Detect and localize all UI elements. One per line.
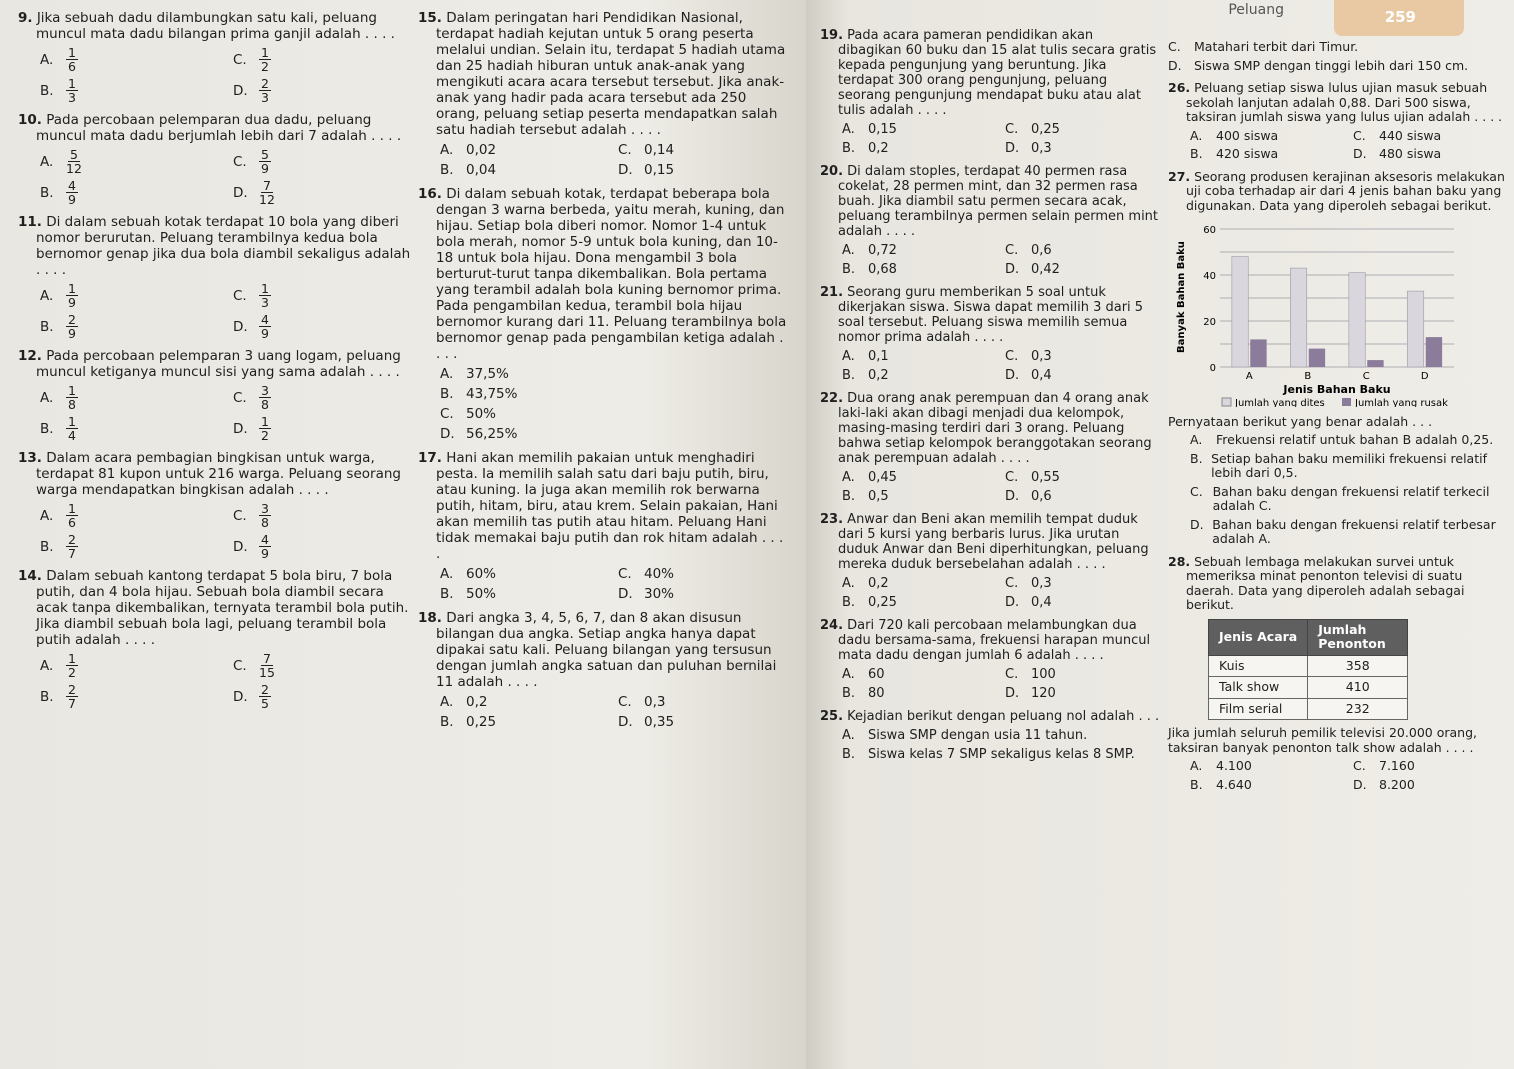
question-text: Di dalam stoples, terdapat 40 permen rasa cokelat, 28 permen mint, dan 32 permen rasa buah. Jika diambil satu permen secara acak, peluang terambilnya permen selain permen mint adalah . . . . — [838, 164, 1159, 239]
question-prompt: Jika jumlah seluruh pemilik televisi 20.000 orang, taksiran banyak penonton talk show adalah . . . . — [1168, 725, 1477, 755]
option-b[interactable]: B. $\frac{2}{7}$ — [40, 682, 76, 711]
question-text: Dua orang anak perempuan dan 4 orang anak laki-laki akan dibagi menjadi dua kelompok, masing-masing terdiri dari 3 orang. Peluang bahwa setiap kelompok beranggotakan seorang anak perempuan adalah . . . . — [838, 391, 1152, 466]
table-row: Kuis 358 — [1209, 655, 1408, 677]
option-b[interactable]: B. 0,2 — [842, 141, 889, 156]
right-page — [806, 0, 1514, 1069]
question-12: 12. Pada percobaan pelemparan 3 uang logam, peluang muncul ketiganya muncul sisi yang sama adalah . . . . A. $\frac{1}{8}$ C. $\frac{3}{8}$ B. $\frac{1}{4}$ D. $\frac{1}{2}$ — [18, 348, 418, 442]
option-d[interactable]: D. $\frac{2}{5}$ — [233, 682, 269, 711]
question-25: 25. Kejadian berikut dengan peluang nol adalah . . . A. Siswa SMP dengan usia 11 tahun. B. Siswa kelas 7 SMP sekaligus kelas 8 SMP. — [820, 709, 1160, 762]
question-18: 18. Dari angka 3, 4, 5, 6, 7, dan 8 akan disusun bilangan dua angka. Setiap angka hanya dapat dipakai satu kali. Peluang bilangan yang tersusun dengan jumlah angka satuan dan puluhan bernilai 11 adalah . . . . A. 0,2 C. 0,3 B. 0,25 D. 0,35 — [418, 610, 788, 730]
right-column-2 — [1168, 40, 1508, 800]
left-column-1 — [18, 10, 418, 718]
legend-swatch-broken — [1342, 398, 1351, 406]
question-text: Dari angka 3, 4, 5, 6, 7, dan 8 akan disusun bilangan dua angka. Setiap angka hanya dapat dipakai satu kali. Peluang bilangan yang tersusun dengan jumlah angka satuan dan puluhan bernilai 11 adalah . . . . — [436, 610, 777, 690]
question-text: Peluang setiap siswa lulus ujian masuk sebuah sekolah lanjutan adalah 0,88. Dari 500 siswa, taksiran jumlah siswa yang lulus ujian adalah . . . . — [1186, 80, 1503, 124]
question-text: Dalam peringatan hari Pendidikan Nasional, terdapat hadiah kejutan untuk 5 orang peserta melalui undian. Selain itu, terdapat 5 hadiah utama dan 25 hadiah hiburan untuk anak-anak yang mengikuti acara acara tersebut tersebut. Jika anak-anak yang hadir pada acara tersebut ada 250 orang, peluang setiap peserta mendapatkan salah satu hadiah tersebut adalah . . . . — [436, 10, 786, 138]
y-tick-label: 40 — [1203, 271, 1216, 282]
option-b[interactable]: B. $\frac{1}{4}$ — [40, 414, 76, 443]
x-tick-label: D — [1420, 371, 1429, 382]
option-c[interactable]: C. 440 siswa — [1353, 127, 1442, 143]
option-d[interactable]: D. Siswa SMP dengan tinggi lebih dari 150 cm. — [1168, 57, 1469, 73]
option-b[interactable]: B. 0,2 — [842, 368, 889, 383]
question-text: Pada percobaan pelemparan dua dadu, peluang muncul mata dadu berjumlah lebih dari 7 adalah . . . . — [36, 112, 402, 144]
bar-B-broken — [1309, 349, 1325, 367]
option-d[interactable]: D. 0,42 — [1005, 262, 1060, 277]
option-d[interactable]: D. 56,25% — [440, 426, 518, 442]
option-d[interactable]: D. 0,6 — [1005, 489, 1052, 504]
bar-A-broken — [1250, 339, 1266, 367]
option-b[interactable]: B. $\frac{2}{7}$ — [40, 532, 76, 561]
option-b[interactable]: B. 0,25 — [842, 595, 897, 610]
y-tick-label: 60 — [1203, 225, 1216, 236]
option-d[interactable]: D. $\frac{7}{12}$ — [233, 178, 275, 207]
legend-swatch-tested — [1222, 398, 1231, 406]
question-text: Hani akan memilih pakaian untuk menghadiri pesta. Ia memilih salah satu dari baju putih, biru, atau kuning. Ia juga akan memilih rok berwarna putih, hitam, biru, atau krem. Selain pakaian, Hani akan memilih tas putih atau hitam. Peluang Hani tidak memakai baju putih dan rok hitam adalah . . . . — [436, 450, 784, 562]
question-text: Sebuah lembaga melakukan survei untuk memeriksa minat penonton televisi di suatu daerah. Data yang diperoleh adalah sebagai berikut. — [1186, 553, 1465, 612]
option-a[interactable]: A. $\frac{5}{12}$ — [40, 147, 82, 176]
bar-D-broken — [1426, 337, 1442, 367]
option-a[interactable]: A. 0,72 — [842, 243, 897, 258]
option-c[interactable]: C. 0,55 — [1005, 470, 1060, 485]
question-text: Seorang produsen kerajinan aksesoris melakukan uji coba terhadap air dari 4 jenis bahan baku yang digunakan. Data yang diperoleh sebagai berikut. — [1186, 168, 1505, 213]
question-26: 26. Peluang setiap siswa lulus ujian masuk sebuah sekolah lanjutan adalah 0,88. Dari 500 siswa, taksiran jumlah siswa yang lulus ujian adalah . . . . A. 400 siswa C. 440 siswa B. 420 siswa D. 480 siswa — [1168, 81, 1508, 162]
viewer-table — [1208, 619, 1408, 721]
question-text: Anwar dan Beni akan memilih tempat duduk dari 5 kursi yang berbaris lurus. Jika urutan duduk Anwar dan Beni diperhitungkan, peluang mereka duduk bersebelahan adalah . . . . — [838, 512, 1149, 572]
question-9 — [18, 10, 418, 104]
option-c[interactable]: C. $\frac{1}{2}$ — [233, 45, 269, 74]
question-27: 27. Seorang produsen kerajinan aksesoris melakukan uji coba terhadap air dari 4 jenis bahan baku yang digunakan. Data yang diperoleh sebagai berikut. 0 20 40 60 A B C D Banyak Bahan Baku Jenis Bahan Baku Jumlah yang dites Jumlah yang rusak Pernyataan berikut yang benar adalah . . . A. Frekuensi relatif untuk bahan B adalah 0,25. B. Setiap bahan baku memiliki frekuensi relatif lebih dari 0,5. C. Bahan baku dengan frekuensi relatif terkecil adalah C. D. Bahan baku dengan frekuensi relatif terbesar adalah A. — [1168, 170, 1508, 547]
option-d[interactable]: D. 0,15 — [618, 162, 675, 178]
option-a[interactable]: A. Frekuensi relatif untuk bahan B adalah 0,25. — [1190, 432, 1494, 447]
bar-C-tested — [1349, 273, 1365, 367]
question-23: 23. Anwar dan Beni akan memilih tempat duduk dari 5 kursi yang berbaris lurus. Jika urutan duduk Anwar dan Beni diperhitungkan, peluang mereka duduk bersebelahan adalah . . . . A. 0,2 C. 0,3 B. 0,25 D. 0,4 — [820, 512, 1160, 610]
question-21: 21. Seorang guru memberikan 5 soal untuk dikerjakan siswa. Siswa dapat memilih 3 dari 5 soal tersebut. Peluang siswa memilih semua nomor prima adalah . . . . A. 0,1 C. 0,3 B. 0,2 D. 0,4 — [820, 285, 1160, 383]
question-10: 10. Pada percobaan pelemparan dua dadu, peluang muncul mata dadu berjumlah lebih dari 7 adalah . . . . A. $\frac{5}{12}$ C. $\frac{5}{9}$ B. $\frac{4}{9}$ D. $\frac{7}{12}$ — [18, 112, 418, 206]
table-header: Jenis Acara — [1209, 619, 1308, 655]
chapter-title: Peluang — [1228, 2, 1284, 18]
option-c[interactable]: C. $\frac{1}{3}$ — [233, 281, 269, 310]
y-tick-label: 0 — [1209, 363, 1216, 374]
option-a[interactable]: A. $\frac{1}{6}$ — [40, 501, 76, 530]
question-25-continued — [1168, 40, 1508, 73]
option-d[interactable]: D. 0,4 — [1005, 595, 1052, 610]
bar-B-tested — [1290, 268, 1306, 367]
bar-chart-svg — [1172, 217, 1462, 407]
question-24: 24. Dari 720 kali percobaan melambungkan dua dadu bersama-sama, frekuensi harapan muncul mata dadu dengan jumlah 6 adalah . . . . A. 60 C. 100 B. 80 D. 120 — [820, 618, 1160, 701]
option-d[interactable]: D. 480 siswa — [1353, 146, 1442, 161]
option-c[interactable]: C. 0,3 — [1005, 349, 1052, 364]
option-d[interactable]: D. 8.200 — [1353, 776, 1415, 792]
legend-label-broken: Jumlah yang rusak — [1355, 398, 1448, 407]
x-axis-label: Jenis Bahan Baku — [1283, 383, 1391, 396]
option-b[interactable]: B. Siswa kelas 7 SMP sekaligus kelas 8 SMP. — [842, 747, 1135, 762]
bar-D-tested — [1407, 291, 1423, 367]
option-c[interactable]: C. $\frac{7}{15}$ — [233, 651, 275, 680]
y-axis-label: Banyak Bahan Baku — [1176, 241, 1187, 353]
option-d[interactable]: D. 0,4 — [1005, 368, 1052, 383]
question-17: 17. Hani akan memilih pakaian untuk menghadiri pesta. Ia memilih salah satu dari baju putih, biru, atau kuning. Ia juga akan memilih rok berwarna putih, hitam, biru, atau krem. Selain pakaian, Hani akan memilih tas putih atau hitam. Peluang Hani tidak memakai baju putih dan rok hitam adalah . . . . A. 60% C. 40% B. 50% D. 30% — [418, 450, 788, 602]
option-d[interactable]: D. 30% — [618, 586, 675, 602]
option-d[interactable]: D. 0,35 — [618, 714, 675, 730]
table-row: Talk show 410 — [1209, 677, 1408, 699]
left-column-2 — [418, 10, 788, 738]
option-a[interactable]: A. 37,5% — [440, 366, 509, 382]
bar-C-broken — [1367, 360, 1383, 367]
option-c[interactable]: C. Matahari terbit dari Timur. — [1168, 39, 1359, 54]
option-a[interactable]: A. 0,2 — [842, 576, 889, 591]
option-a[interactable]: A. $\frac{1}{8}$ — [40, 383, 76, 412]
option-c[interactable]: C. 50% — [440, 406, 497, 422]
option-c[interactable]: C. 0,25 — [1005, 122, 1060, 137]
option-c[interactable]: C. $\frac{3}{8}$ — [233, 501, 269, 530]
question-14: 14. Dalam sebuah kantong terdapat 5 bola biru, 7 bola putih, dan 4 bola hijau. Sebuah bola diambil secara acak tanpa dikembalikan, ternyata terambil bola putih. Jika diambil sebuah bola lagi, peluang terambil bola putih adalah . . . . A. $\frac{1}{2}$ C. $\frac{7}{15}$ B. $\frac{2}{7}$ D. $\frac{2}{5}$ — [18, 568, 418, 710]
option-d[interactable]: D. 120 — [1005, 686, 1056, 701]
question-13: 13. Dalam acara pembagian bingkisan untuk warga, terdapat 81 kupon untuk 216 warga. Peluang seorang warga mendapatkan bingkisan adalah . . . . A. $\frac{1}{6}$ C. $\frac{3}{8}$ B. $\frac{2}{7}$ D. $\frac{4}{9}$ — [18, 450, 418, 560]
option-a[interactable]: A. $\frac{1}{6}$ — [40, 45, 76, 74]
option-b[interactable]: B. Setiap bahan baku memiliki frekuensi relatif lebih dari 0,5. — [1190, 450, 1487, 480]
question-text: Dari 720 kali percobaan melambungkan dua dadu bersama-sama, frekuensi harapan muncul mata dadu dengan jumlah 6 adalah . . . . — [838, 618, 1151, 663]
x-tick-label: B — [1304, 371, 1312, 382]
question-prompt: Pernyataan berikut yang benar adalah . . . — [1168, 413, 1433, 429]
option-c[interactable]: C. 7.160 — [1353, 758, 1415, 773]
option-b[interactable]: B. 80 — [842, 686, 885, 701]
option-a[interactable]: A. Siswa SMP dengan usia 11 tahun. — [842, 728, 1088, 743]
option-c[interactable]: C. 0,14 — [618, 142, 675, 158]
option-c[interactable]: C. 0,3 — [1005, 576, 1052, 591]
option-a[interactable]: A. 60 — [842, 667, 885, 682]
option-c[interactable]: C. $\frac{5}{9}$ — [233, 147, 269, 176]
option-d[interactable]: D. $\frac{4}{9}$ — [233, 532, 269, 561]
option-c[interactable]: C. 0,6 — [1005, 243, 1052, 258]
question-text: Dalam acara pembagian bingkisan untuk warga, terdapat 81 kupon untuk 216 warga. Peluang seorang warga mendapatkan bingkisan adalah . . . . — [36, 450, 401, 498]
option-b[interactable]: B. 50% — [440, 586, 497, 602]
option-d[interactable]: D. $\frac{4}{9}$ — [233, 312, 269, 341]
question-text: Jika sebuah dadu dilambungkan satu kali, peluang muncul mata dadu bilangan prima ganjil adalah . . . . — [36, 10, 395, 42]
question-22: 22. Dua orang anak perempuan dan 4 orang anak laki-laki akan dibagi menjadi dua kelompok, masing-masing terdiri dari 3 orang. Peluang bahwa setiap kelompok beranggotakan seorang anak perempuan adalah . . . . A. 0,45 C. 0,55 B. 0,5 D. 0,6 — [820, 391, 1160, 504]
option-b[interactable]: B. 4.640 — [1190, 776, 1252, 792]
option-d[interactable]: D. $\frac{1}{2}$ — [233, 414, 269, 443]
question-text: Seorang guru memberikan 5 soal untuk dikerjakan siswa. Siswa dapat memilih 3 dari 5 soal tersebut. Peluang siswa memilih semua nomor prima adalah . . . . — [838, 285, 1144, 345]
option-a[interactable]: A. 60% — [440, 566, 497, 582]
question-number: 9. — [18, 10, 33, 26]
question-11: 11. Di dalam sebuah kotak terdapat 10 bola yang diberi nomor berurutan. Peluang terambilnya kedua bola bernomor genap jika dua bola diambil sekaligus adalah . . . . A. $\frac{1}{9}$ C. $\frac{1}{3}$ B. $\frac{2}{9}$ D. $\frac{4}{9}$ — [18, 214, 418, 340]
option-b[interactable]: B. 0,25 — [440, 714, 497, 730]
question-text: Dalam sebuah kantong terdapat 5 bola biru, 7 bola putih, dan 4 bola hijau. Sebuah bola diambil secara acak tanpa dikembalikan, ternyata terambil bola putih. Jika diambil sebuah bola lagi, peluang terambil bola putih adalah . . . . — [36, 568, 409, 648]
option-b[interactable]: B. 0,5 — [842, 489, 889, 504]
option-b[interactable]: B. $\frac{2}{9}$ — [40, 312, 76, 341]
option-a[interactable]: A. 0,15 — [842, 122, 897, 137]
right-column-1 — [820, 28, 1160, 770]
option-d[interactable]: D. 0,3 — [1005, 141, 1052, 156]
question-19: 19. Pada acara pameran pendidikan akan dibagikan 60 buku dan 15 alat tulis secara gratis kepada pengunjung yang beruntung. Jika terdapat 300 orang pengunjung, peluang seorang pengunjung mendapat buku atau alat tulis adalah . . . . A. 0,15 C. 0,25 B. 0,2 D. 0,3 — [820, 28, 1160, 156]
option-b[interactable]: B. 0,04 — [440, 162, 497, 178]
option-a[interactable]: A. $\frac{1}{9}$ — [40, 281, 76, 310]
bar-A-tested — [1232, 257, 1248, 367]
question-text: Di dalam sebuah kotak terdapat 10 bola yang diberi nomor berurutan. Peluang terambilnya kedua bola bernomor genap jika dua bola diambil sekaligus adalah . . . . — [36, 214, 411, 278]
bar-chart — [1172, 217, 1508, 411]
option-c[interactable]: C. 0,3 — [618, 694, 666, 710]
question-text: Kejadian berikut dengan peluang nol adalah . . . — [847, 709, 1160, 724]
option-a[interactable]: A. 0,1 — [842, 349, 889, 364]
option-b[interactable]: B. 0,68 — [842, 262, 897, 277]
option-a[interactable]: A. 0,02 — [440, 142, 497, 158]
question-text: Pada acara pameran pendidikan akan dibagikan 60 buku dan 15 alat tulis secara gratis kepada pengunjung yang beruntung. Jika terdapat 300 orang pengunjung, peluang seorang pengunjung mendapat buku atau alat tulis adalah . . . . — [838, 28, 1157, 118]
option-b[interactable]: B. $\frac{4}{9}$ — [40, 178, 76, 207]
option-a[interactable]: A. 0,45 — [842, 470, 897, 485]
option-a[interactable]: A. $\frac{1}{2}$ — [40, 651, 76, 680]
page-number: 259 — [1384, 8, 1416, 26]
question-16: 16. Di dalam sebuah kotak, terdapat beberapa bola dengan 3 warna berbeda, yaitu merah, kuning, dan hijau. Setiap bola diberi nomor. Nomor 1-4 untuk bola merah, nomor 5-9 untuk bola kuning, dan 10-18 untuk bola hijau. Dona mengambil 3 bola berturut-turut tanpa dikembalikan. Bola pertama yang terambil adalah bola kuning bernomor prima. Pada pengambilan kedua, terambil bola hijau bernomor kurang dari 11. Peluang terambilnya bola bernomor genap pada pengambilan ketiga adalah . . . . A. 37,5% B. 43,75% C. 50% D. 56,25% — [418, 186, 787, 442]
option-c[interactable]: C. 40% — [618, 566, 675, 582]
y-tick-label: 20 — [1203, 317, 1216, 328]
option-a[interactable]: A. 4.100 — [1190, 758, 1252, 773]
table-row: Film serial 232 — [1209, 698, 1408, 720]
table-header: Jumlah Penonton — [1308, 619, 1408, 655]
option-b[interactable]: B. 420 siswa — [1190, 146, 1279, 161]
option-a[interactable]: A. 0,2 — [440, 694, 488, 710]
option-d[interactable]: D. Bahan baku dengan frekuensi relatif terbesar adalah A. — [1190, 516, 1496, 546]
question-text: Pada percobaan pelemparan 3 uang logam, peluang muncul ketiganya muncul sisi yang sama adalah . . . . — [36, 348, 401, 380]
option-c[interactable]: C. $\frac{3}{8}$ — [233, 383, 269, 412]
x-tick-label: A — [1245, 371, 1253, 382]
option-d[interactable]: D. $\frac{2}{3}$ — [233, 76, 269, 105]
question-20: 20. Di dalam stoples, terdapat 40 permen rasa cokelat, 28 permen mint, dan 32 permen rasa buah. Jika diambil satu permen secara acak, peluang terambilnya permen selain permen mint adalah . . . . A. 0,72 C. 0,6 B. 0,68 D. 0,42 — [820, 164, 1159, 277]
option-b[interactable]: B. 43,75% — [440, 386, 518, 402]
question-text: Di dalam sebuah kotak, terdapat beberapa bola dengan 3 warna berbeda, yaitu merah, kuning, dan hijau. Setiap bola diberi nomor. Nomor 1-4 untuk bola merah, nomor 5-9 untuk bola kuning, dan 10-18 untuk bola hijau. Dona mengambil 3 bola berturut-turut tanpa dikembalikan. Bola pertama yang terambil adalah bola kuning bernomor prima. Pada pengambilan kedua, terambil bola hijau bernomor kurang dari 11. Peluang terambilnya bola bernomor genap pada pengambilan ketiga adalah . . . . — [436, 186, 787, 362]
option-a[interactable]: A. 400 siswa — [1190, 127, 1279, 143]
x-tick-label: C — [1362, 371, 1370, 382]
option-c[interactable]: C. 100 — [1005, 667, 1056, 682]
option-c[interactable]: C. Bahan baku dengan frekuensi relatif terkecil adalah C. — [1190, 483, 1490, 513]
question-15: 15. Dalam peringatan hari Pendidikan Nasional, terdapat hadiah kejutan untuk 5 orang peserta melalui undian. Selain itu, terdapat 5 hadiah utama dan 25 hadiah hiburan untuk anak-anak yang mengikuti acara acara tersebut tersebut. Jika anak-anak yang hadir pada acara tersebut ada 250 orang, peluang setiap peserta mendapatkan salah satu hadiah tersebut adalah . . . . A. 0,02 C. 0,14 B. 0,04 D. 0,15 — [418, 10, 788, 178]
option-b[interactable]: B. $\frac{1}{3}$ — [40, 76, 76, 105]
legend-label-tested: Jumlah yang dites — [1235, 398, 1325, 407]
question-28: 28. Sebuah lembaga melakukan survei untuk memeriksa minat penonton televisi di suatu daerah. Data yang diperoleh adalah sebagai berikut. Jenis Acara Jumlah Penonton Kuis 358 Talk show 410 Film serial 232 Jika jumlah seluruh pemilik televisi 20.000 orang, taksiran banyak penonton talk show adalah . . . . A. 4.100 C. 7.160 B. 4.640 D. 8.200 — [1168, 555, 1508, 793]
